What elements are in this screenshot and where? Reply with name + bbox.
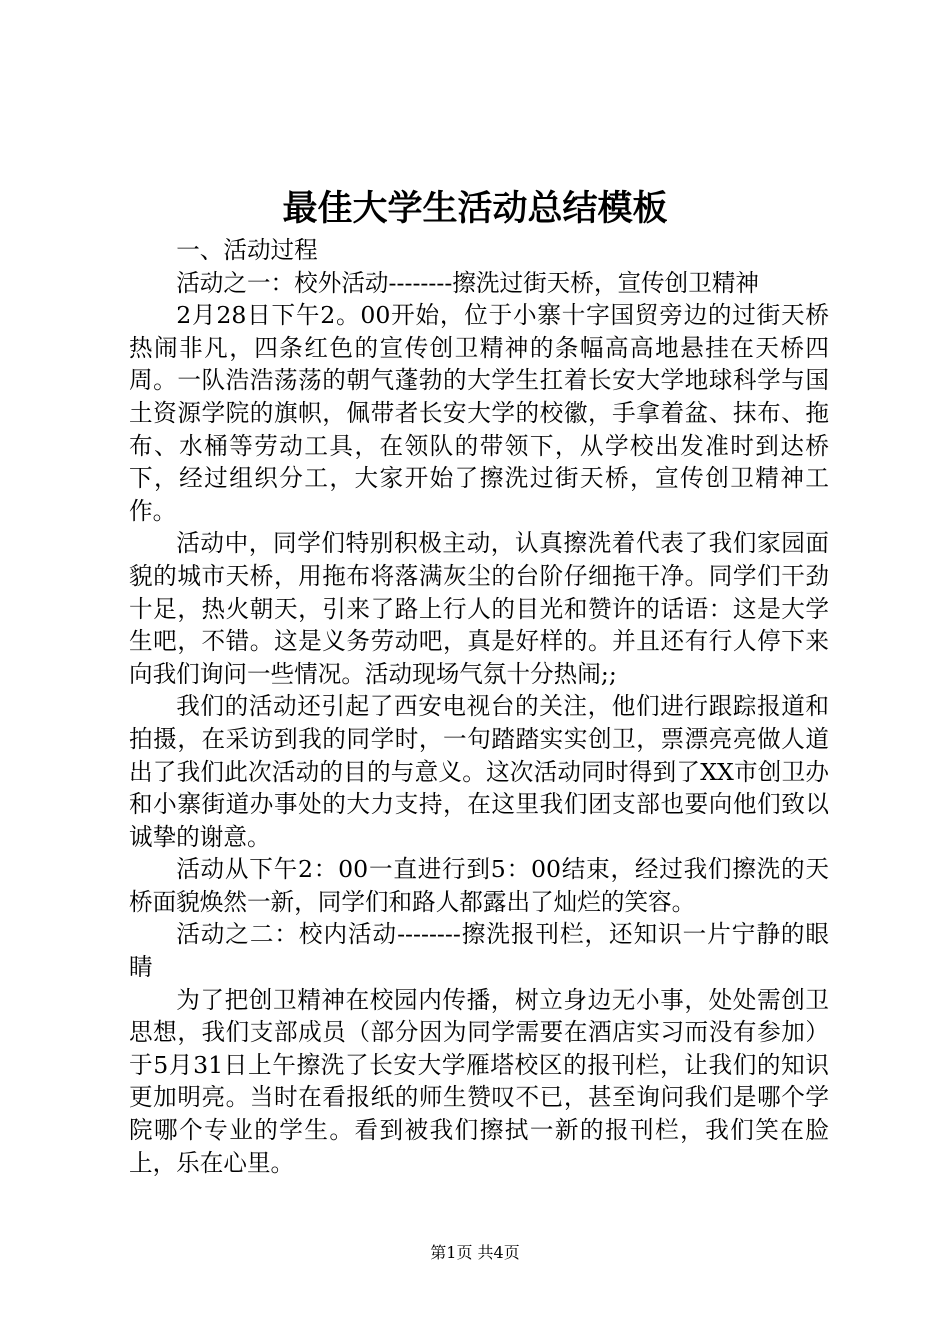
body-paragraph: 活动中，同学们特别积极主动，认真擦洗着代表了我们家园面貌的城市天桥，用拖布将落满灰尘的台阶仔细拖干净。同学们干劲十足，热火朝天，引来了路上行人的目光和赞许的话语：这是大学生吧，不错。这是义务劳动吧，真是好样的。并且还有行人停下来向我们询问一些情况。活动现场气氛十分热闹;; <box>129 529 829 688</box>
body-paragraph: 2月28日下午2。00开始，位于小寨十字国贸旁边的过街天桥热闹非凡，四条红色的宣传创卫精神的条幅高高地悬挂在天桥四周。一队浩浩荡荡的朝气蓬勃的大学生扛着长安大学地球科学与国土资源学院的旗帜，佩带者长安大学的校徽，手拿着盆、抹布、拖布、水桶等劳动工具，在领队的带领下，从学校出发准时到达桥下，经过组织分工，大家开始了擦洗过街天桥，宣传创卫精神工作。 <box>129 301 829 525</box>
document-body <box>129 234 829 1179</box>
section-heading: 一、活动过程 <box>176 236 318 264</box>
body-paragraph: 活动从下午2：00一直进行到5：00结束，经过我们擦洗的天桥面貌焕然一新，同学们和路人都露出了灿烂的笑容。 <box>129 855 829 916</box>
page-footer: 第1页 共4页 <box>430 1243 520 1262</box>
body-paragraph: 我们的活动还引起了西安电视台的关注，他们进行跟踪报道和拍摄，在采访到我的同学时，一句踏踏实实创卫，票漂亮亮做人道出了我们此次活动的目的与意义。这次活动同时得到了XX市创卫办和小寨街道办事处的大力支持，在这里我们团支部也要向他们致以诚挚的谢意。 <box>129 692 829 851</box>
body-paragraph: 为了把创卫精神在校园内传播，树立身边无小事，处处需创卫思想，我们支部成员（部分因为同学需要在酒店实习而没有参加）于5月31日上午擦洗了长安大学雁塔校区的报刊栏，让我们的知识更加明亮。当时在看报纸的师生赞叹不已，甚至询问我们是哪个学院哪个专业的学生。看到被我们擦拭一新的报刊栏，我们笑在脸上，乐在心里。 <box>129 985 829 1177</box>
document-title: 最佳大学生活动总结模板 <box>282 188 668 229</box>
activity-heading: 活动之一：校外活动--------擦洗过街天桥，宣传创卫精神 <box>176 268 760 297</box>
activity-heading: 活动之二：校内活动--------擦洗报刊栏，还知识一片宁静的眼睛 <box>129 920 829 982</box>
